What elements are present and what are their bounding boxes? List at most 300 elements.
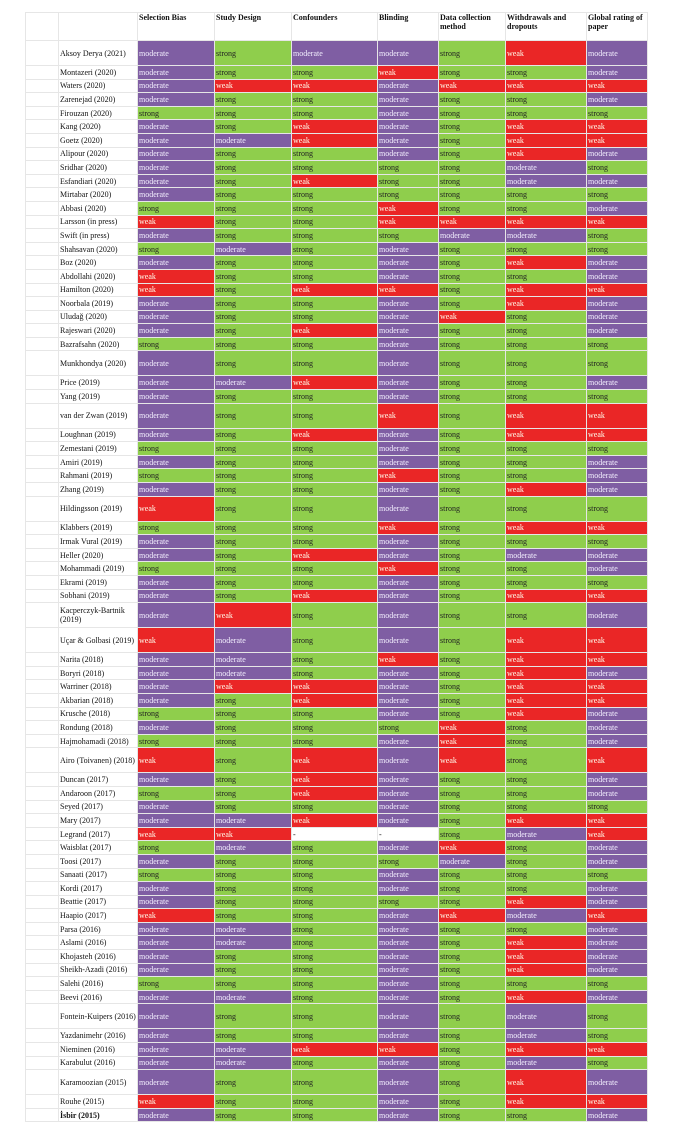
rating-cell-selection-bias: moderate [138, 390, 215, 404]
study-name-cell: Narita (2018) [59, 653, 138, 667]
rating-cell-blinding: moderate [378, 269, 439, 283]
row-index-cell [26, 201, 59, 215]
rating-cell-blinding: moderate [378, 589, 439, 603]
rating-cell-confounders: weak [292, 428, 378, 442]
rating-cell-study-design: strong [215, 201, 292, 215]
rating-cell-blinding: - [378, 827, 439, 841]
study-name-cell: Klabbers (2019) [59, 521, 138, 535]
rating-cell-global-rating: moderate [587, 297, 648, 311]
study-name-cell: Price (2019) [59, 376, 138, 390]
rating-cell-withdrawals: strong [506, 201, 587, 215]
study-name-cell: Beevi (2016) [59, 990, 138, 1004]
table-row [26, 1029, 648, 1043]
rating-cell-confounders: strong [292, 161, 378, 175]
study-name-cell: Swift (in press) [59, 229, 138, 243]
rating-cell-data-collection: strong [439, 868, 506, 882]
rating-cell-selection-bias: strong [138, 786, 215, 800]
rating-cell-data-collection: strong [439, 603, 506, 628]
rating-cell-global-rating: strong [587, 242, 648, 256]
rating-cell-global-rating: moderate [587, 469, 648, 483]
rating-cell-study-design: strong [215, 535, 292, 549]
rating-cell-data-collection: strong [439, 922, 506, 936]
rating-cell-withdrawals: weak [506, 521, 587, 535]
rating-cell-selection-bias: weak [138, 748, 215, 773]
rating-cell-global-rating: strong [587, 337, 648, 351]
rating-cell-confounders: strong [292, 1108, 378, 1122]
rating-cell-withdrawals: weak [506, 79, 587, 93]
rating-cell-data-collection: weak [439, 79, 506, 93]
rating-cell-selection-bias: moderate [138, 895, 215, 909]
rating-cell-confounders: strong [292, 841, 378, 855]
rating-cell-study-design: strong [215, 895, 292, 909]
rating-cell-selection-bias: moderate [138, 1108, 215, 1122]
rating-cell-selection-bias: moderate [138, 922, 215, 936]
rating-cell-data-collection: strong [439, 403, 506, 428]
table-row [26, 428, 648, 442]
rating-cell-global-rating: strong [587, 496, 648, 521]
study-name-cell: Bazrafsahn (2020) [59, 337, 138, 351]
rating-cell-blinding: moderate [378, 814, 439, 828]
rating-cell-confounders: strong [292, 990, 378, 1004]
row-index-cell [26, 721, 59, 735]
rating-cell-withdrawals: weak [506, 41, 587, 66]
rating-cell-global-rating: moderate [587, 950, 648, 964]
rating-cell-global-rating: moderate [587, 455, 648, 469]
rating-cell-data-collection: strong [439, 120, 506, 134]
row-index-cell [26, 653, 59, 667]
rating-cell-global-rating: strong [587, 868, 648, 882]
row-index-cell [26, 868, 59, 882]
rating-cell-study-design: strong [215, 310, 292, 324]
rating-cell-withdrawals: strong [506, 390, 587, 404]
rating-cell-confounders: strong [292, 403, 378, 428]
study-name-cell: Karabulut (2016) [59, 1056, 138, 1070]
rating-cell-confounders: strong [292, 106, 378, 120]
rating-cell-blinding: strong [378, 188, 439, 202]
study-name-cell: İsbir (2015) [59, 1108, 138, 1122]
rating-cell-confounders: strong [292, 93, 378, 107]
row-index-cell [26, 841, 59, 855]
table-row [26, 786, 648, 800]
rating-cell-blinding: weak [378, 653, 439, 667]
rating-cell-study-design: strong [215, 215, 292, 229]
rating-cell-confounders: strong [292, 1070, 378, 1095]
row-index-cell [26, 990, 59, 1004]
rating-cell-confounders: weak [292, 174, 378, 188]
row-index-cell [26, 707, 59, 721]
row-index-cell [26, 283, 59, 297]
table-row [26, 1056, 648, 1070]
table-row [26, 188, 648, 202]
study-name-cell: Sobhani (2019) [59, 589, 138, 603]
rating-cell-global-rating: moderate [587, 603, 648, 628]
study-name-cell: Abdollahi (2020) [59, 269, 138, 283]
rating-cell-selection-bias: moderate [138, 814, 215, 828]
study-name-cell: Duncan (2017) [59, 773, 138, 787]
study-name-cell: Beattie (2017) [59, 895, 138, 909]
study-name-cell: Sanaati (2017) [59, 868, 138, 882]
rating-cell-global-rating: weak [587, 1095, 648, 1109]
table-row [26, 936, 648, 950]
rating-cell-selection-bias: moderate [138, 376, 215, 390]
table-row [26, 814, 648, 828]
rating-cell-confounders: weak [292, 79, 378, 93]
rating-cell-withdrawals: strong [506, 800, 587, 814]
rating-cell-blinding: moderate [378, 936, 439, 950]
rating-cell-data-collection: strong [439, 800, 506, 814]
rating-cell-withdrawals: weak [506, 628, 587, 653]
rating-cell-global-rating: moderate [587, 548, 648, 562]
rating-cell-blinding: strong [378, 895, 439, 909]
rating-cell-selection-bias: weak [138, 827, 215, 841]
rating-cell-global-rating: weak [587, 79, 648, 93]
rating-cell-data-collection: weak [439, 310, 506, 324]
rating-cell-blinding: moderate [378, 337, 439, 351]
table-row [26, 521, 648, 535]
row-index-cell [26, 455, 59, 469]
rating-cell-study-design: strong [215, 773, 292, 787]
study-name-cell: Amiri (2019) [59, 455, 138, 469]
table-row [26, 41, 648, 66]
rating-cell-global-rating: moderate [587, 922, 648, 936]
rating-cell-data-collection: strong [439, 786, 506, 800]
rating-cell-data-collection: strong [439, 256, 506, 270]
rating-cell-blinding: moderate [378, 455, 439, 469]
table-header [26, 13, 648, 41]
rating-cell-selection-bias: moderate [138, 576, 215, 590]
rating-cell-study-design: strong [215, 721, 292, 735]
rating-cell-selection-bias: strong [138, 242, 215, 256]
rating-cell-withdrawals: strong [506, 922, 587, 936]
table-row [26, 215, 648, 229]
rating-cell-confounders: strong [292, 666, 378, 680]
row-index-cell [26, 589, 59, 603]
study-name-cell: Legrand (2017) [59, 827, 138, 841]
row-index-cell [26, 521, 59, 535]
rating-cell-selection-bias: moderate [138, 603, 215, 628]
row-index-cell [26, 814, 59, 828]
rating-cell-study-design: moderate [215, 1043, 292, 1057]
rating-cell-selection-bias: moderate [138, 324, 215, 338]
rating-cell-blinding: moderate [378, 909, 439, 923]
table-row [26, 324, 648, 338]
rating-cell-study-design: moderate [215, 814, 292, 828]
rating-cell-selection-bias: strong [138, 841, 215, 855]
rating-cell-confounders: strong [292, 66, 378, 80]
rating-cell-blinding: strong [378, 161, 439, 175]
rating-cell-confounders: weak [292, 548, 378, 562]
rating-cell-global-rating: moderate [587, 882, 648, 896]
rating-cell-study-design: strong [215, 1070, 292, 1095]
study-name-cell: Warriner (2018) [59, 680, 138, 694]
row-index-cell [26, 469, 59, 483]
rating-cell-withdrawals: moderate [506, 1056, 587, 1070]
rating-cell-data-collection: strong [439, 535, 506, 549]
rating-cell-data-collection: strong [439, 707, 506, 721]
table-row [26, 283, 648, 297]
rating-cell-study-design: moderate [215, 242, 292, 256]
rating-cell-selection-bias: moderate [138, 773, 215, 787]
rating-cell-global-rating: moderate [587, 963, 648, 977]
index-header [26, 13, 59, 41]
rating-cell-blinding: strong [378, 174, 439, 188]
rating-cell-data-collection: strong [439, 814, 506, 828]
table-row [26, 882, 648, 896]
rating-cell-confounders: weak [292, 324, 378, 338]
row-index-cell [26, 324, 59, 338]
rating-cell-study-design: strong [215, 93, 292, 107]
rating-cell-blinding: moderate [378, 390, 439, 404]
study-name-cell: Kacperczyk-Bartnik (2019) [59, 603, 138, 628]
rating-cell-withdrawals: weak [506, 666, 587, 680]
rating-cell-data-collection: strong [439, 666, 506, 680]
rating-cell-withdrawals: strong [506, 721, 587, 735]
rating-cell-confounders: strong [292, 707, 378, 721]
table-row [26, 827, 648, 841]
study-name-cell: Mohammadi (2019) [59, 562, 138, 576]
rating-cell-global-rating: weak [587, 403, 648, 428]
rating-cell-global-rating: moderate [587, 483, 648, 497]
rating-cell-selection-bias: weak [138, 909, 215, 923]
rating-cell-global-rating: weak [587, 814, 648, 828]
row-index-cell [26, 548, 59, 562]
rating-cell-selection-bias: moderate [138, 120, 215, 134]
rating-cell-data-collection: strong [439, 469, 506, 483]
rating-cell-blinding: moderate [378, 1070, 439, 1095]
rating-cell-study-design: moderate [215, 922, 292, 936]
table-row [26, 800, 648, 814]
rating-cell-blinding: moderate [378, 693, 439, 707]
table-row [26, 1043, 648, 1057]
rating-cell-confounders: strong [292, 562, 378, 576]
rating-cell-blinding: moderate [378, 1029, 439, 1043]
rating-cell-blinding: moderate [378, 376, 439, 390]
rating-cell-withdrawals: strong [506, 535, 587, 549]
rating-cell-selection-bias: weak [138, 628, 215, 653]
study-name-cell: Hajmohamadi (2018) [59, 734, 138, 748]
rating-cell-blinding: moderate [378, 310, 439, 324]
rating-cell-confounders: weak [292, 693, 378, 707]
rating-cell-blinding: moderate [378, 79, 439, 93]
table-row [26, 455, 648, 469]
rating-cell-withdrawals: weak [506, 256, 587, 270]
rating-cell-confounders: weak [292, 1043, 378, 1057]
rating-cell-selection-bias: moderate [138, 721, 215, 735]
row-index-cell [26, 351, 59, 376]
rating-cell-data-collection: strong [439, 283, 506, 297]
rating-cell-data-collection: strong [439, 963, 506, 977]
rating-cell-study-design: moderate [215, 666, 292, 680]
row-index-cell [26, 269, 59, 283]
rating-cell-global-rating: strong [587, 188, 648, 202]
rating-cell-global-rating: moderate [587, 41, 648, 66]
rating-cell-blinding: moderate [378, 868, 439, 882]
rating-cell-selection-bias: moderate [138, 256, 215, 270]
rating-cell-data-collection: weak [439, 215, 506, 229]
rating-cell-selection-bias: moderate [138, 1004, 215, 1029]
study-name-cell: Hildingsson (2019) [59, 496, 138, 521]
table-row [26, 351, 648, 376]
row-index-cell [26, 1029, 59, 1043]
rating-cell-global-rating: weak [587, 680, 648, 694]
rating-cell-global-rating: strong [587, 1004, 648, 1029]
rating-cell-study-design: strong [215, 283, 292, 297]
rating-cell-study-design: strong [215, 174, 292, 188]
table-row [26, 1004, 648, 1029]
table-row [26, 950, 648, 964]
table-row [26, 748, 648, 773]
rating-cell-study-design: strong [215, 442, 292, 456]
table-row [26, 403, 648, 428]
rating-cell-selection-bias: moderate [138, 1070, 215, 1095]
study-name-cell: Aslami (2016) [59, 936, 138, 950]
rating-cell-global-rating: weak [587, 283, 648, 297]
rating-cell-blinding: moderate [378, 1004, 439, 1029]
rating-cell-blinding: weak [378, 403, 439, 428]
rating-cell-data-collection: strong [439, 242, 506, 256]
rating-cell-withdrawals: strong [506, 977, 587, 991]
row-index-cell [26, 1108, 59, 1122]
header-row [26, 13, 648, 41]
rating-cell-data-collection: strong [439, 521, 506, 535]
table-row [26, 548, 648, 562]
rating-cell-withdrawals: strong [506, 882, 587, 896]
header-data-collection: Data collection method [439, 13, 506, 41]
rating-cell-confounders: strong [292, 455, 378, 469]
rating-cell-withdrawals: moderate [506, 1004, 587, 1029]
rating-cell-blinding: moderate [378, 603, 439, 628]
table-row [26, 1108, 648, 1122]
study-name-cell: Zemestani (2019) [59, 442, 138, 456]
rating-cell-study-design: strong [215, 41, 292, 66]
rating-cell-confounders: weak [292, 120, 378, 134]
rating-cell-blinding: moderate [378, 922, 439, 936]
rating-cell-data-collection: strong [439, 950, 506, 964]
rating-cell-data-collection: strong [439, 41, 506, 66]
rating-cell-global-rating: moderate [587, 310, 648, 324]
study-name-cell: Karamoozian (2015) [59, 1070, 138, 1095]
rating-cell-global-rating: weak [587, 428, 648, 442]
quality-assessment-table [25, 12, 648, 1122]
rating-cell-blinding: moderate [378, 576, 439, 590]
rating-cell-withdrawals: strong [506, 868, 587, 882]
rating-cell-blinding: weak [378, 66, 439, 80]
rating-cell-withdrawals: strong [506, 376, 587, 390]
rating-cell-withdrawals: strong [506, 188, 587, 202]
rating-cell-selection-bias: weak [138, 496, 215, 521]
row-index-cell [26, 800, 59, 814]
table-row [26, 1095, 648, 1109]
rating-cell-confounders: strong [292, 390, 378, 404]
rating-cell-blinding: moderate [378, 535, 439, 549]
rating-cell-withdrawals: moderate [506, 548, 587, 562]
rating-cell-study-design: strong [215, 428, 292, 442]
rating-cell-confounders: strong [292, 256, 378, 270]
rating-cell-study-design: strong [215, 120, 292, 134]
rating-cell-selection-bias: moderate [138, 854, 215, 868]
rating-cell-study-design: strong [215, 800, 292, 814]
rating-cell-blinding: strong [378, 854, 439, 868]
row-index-cell [26, 256, 59, 270]
table-row [26, 680, 648, 694]
rating-cell-global-rating: weak [587, 120, 648, 134]
rating-cell-study-design: moderate [215, 936, 292, 950]
study-name-cell: Mirtabar (2020) [59, 188, 138, 202]
rating-cell-study-design: strong [215, 977, 292, 991]
rating-cell-withdrawals: weak [506, 297, 587, 311]
rating-cell-blinding: moderate [378, 963, 439, 977]
rating-cell-confounders: strong [292, 483, 378, 497]
rating-cell-study-design: moderate [215, 990, 292, 1004]
rating-cell-data-collection: strong [439, 496, 506, 521]
rating-cell-global-rating: moderate [587, 376, 648, 390]
row-index-cell [26, 936, 59, 950]
rating-cell-selection-bias: moderate [138, 483, 215, 497]
rating-cell-data-collection: weak [439, 734, 506, 748]
rating-cell-data-collection: strong [439, 188, 506, 202]
rating-cell-withdrawals: strong [506, 786, 587, 800]
rating-cell-withdrawals: strong [506, 773, 587, 787]
rating-cell-global-rating: weak [587, 693, 648, 707]
rating-cell-blinding: moderate [378, 41, 439, 66]
rating-cell-data-collection: strong [439, 201, 506, 215]
rating-cell-global-rating: strong [587, 535, 648, 549]
rating-cell-data-collection: strong [439, 882, 506, 896]
rating-cell-data-collection: strong [439, 773, 506, 787]
rating-cell-global-rating: weak [587, 909, 648, 923]
table-row [26, 1070, 648, 1095]
rating-cell-withdrawals: weak [506, 936, 587, 950]
table-row [26, 496, 648, 521]
rating-cell-study-design: strong [215, 882, 292, 896]
row-index-cell [26, 106, 59, 120]
study-name-cell: Rouhe (2015) [59, 1095, 138, 1109]
rating-cell-study-design: strong [215, 1004, 292, 1029]
rating-cell-confounders: weak [292, 376, 378, 390]
rating-cell-global-rating: moderate [587, 174, 648, 188]
rating-cell-withdrawals: moderate [506, 1029, 587, 1043]
rating-cell-data-collection: strong [439, 936, 506, 950]
rating-cell-blinding: moderate [378, 666, 439, 680]
table-row [26, 376, 648, 390]
rating-cell-study-design: strong [215, 868, 292, 882]
row-index-cell [26, 79, 59, 93]
rating-cell-blinding: moderate [378, 483, 439, 497]
rating-cell-global-rating: weak [587, 521, 648, 535]
row-index-cell [26, 963, 59, 977]
study-name-cell: Yang (2019) [59, 390, 138, 404]
study-name-cell: Rondung (2018) [59, 721, 138, 735]
rating-cell-confounders: strong [292, 895, 378, 909]
table-row [26, 693, 648, 707]
row-index-cell [26, 133, 59, 147]
rating-cell-blinding: moderate [378, 242, 439, 256]
rating-cell-withdrawals: weak [506, 680, 587, 694]
rating-cell-selection-bias: strong [138, 442, 215, 456]
row-index-cell [26, 1056, 59, 1070]
rating-cell-selection-bias: moderate [138, 653, 215, 667]
rating-cell-study-design: strong [215, 188, 292, 202]
rating-cell-withdrawals: strong [506, 455, 587, 469]
rating-cell-global-rating: strong [587, 229, 648, 243]
rating-cell-blinding: moderate [378, 800, 439, 814]
table-row [26, 773, 648, 787]
row-index-cell [26, 535, 59, 549]
row-index-cell [26, 977, 59, 991]
row-index-cell [26, 496, 59, 521]
rating-cell-confounders: strong [292, 963, 378, 977]
rating-cell-selection-bias: strong [138, 521, 215, 535]
